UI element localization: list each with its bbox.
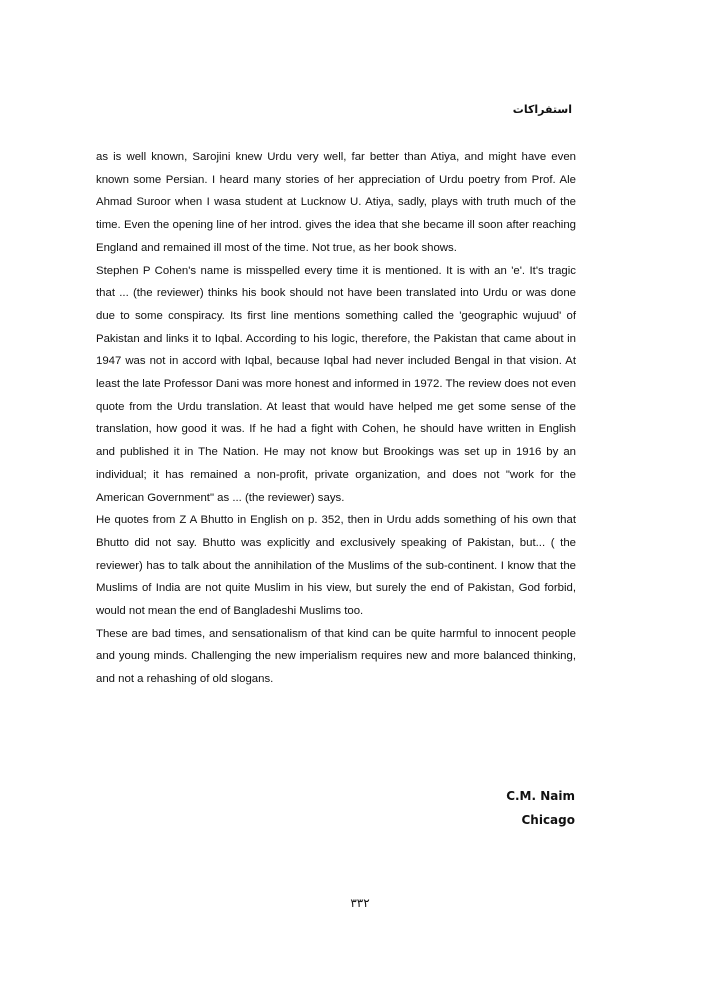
paragraph-1: as is well known, Sarojini knew Urdu very well, far better than Atiya, and might have even known some Persian. I heard many stories of her appreciation of Urdu poetry from Prof. Ale Ahmad Suroor when I wasa student at Lucknow U. Atiya, sadly, plays with truth much of the time. Even the opening line of her introd. gives the idea that she became ill soon after reaching England and remained ill most of the time. Not true, as her book shows. — [96, 151, 576, 254]
section-header: استفراکات — [512, 103, 572, 116]
signature-block — [506, 784, 575, 832]
paragraph-4: These are bad times, and sensationalism of that kind can be quite harmful to innocent people and young minds. Challenging the new imperialism requires new and more balanced thinking, and not a rehashing of old slogans. — [96, 627, 576, 686]
signature-name: C.M. Naim — [506, 789, 575, 803]
paragraph-3: He quotes from Z A Bhutto in English on p. 352, then in Urdu adds something of his own that Bhutto did not say. Bhutto was explicitly and exclusively speaking of Pakistan, but... ( the reviewer) has to talk about the annihilation of the Muslims of the sub-continent. I know that the Muslims of India are not quite Muslim in his view, but surely the end of Pakistan, God forbid, would not mean the end of Bangladeshi Muslims too. — [96, 514, 576, 618]
signature-location: Chicago — [521, 813, 575, 827]
page-number: ۳۳۲ — [350, 896, 370, 910]
paragraph-2: Stephen P Cohen's name is misspelled every time it is mentioned. It is with an 'e'. It's tragic that ... (the reviewer) thinks his book should not have been translated into Urdu or was done due to some conspiracy. Its first line mentions something called the 'geographic wujuud' of Pakistan and links it to Iqbal. According to his logic, therefore, the Pakistan that came about in 1947 was not in accord with Iqbal, because Iqbal had never included Bengal in that vision. At least the late Professor Dani was more honest and informed in 1972. The review does not even quote from the Urdu translation. At least that would have helped me get some sense of the translation, how good it was. If he had a fight with Cohen, he should have written in English and published it in The Nation. He may not know but Brookings was set up in 1916 by an individual; it has remained a non-profit, private organization, and does not "work for the American Government" as ... (the reviewer) says. — [96, 264, 576, 504]
letter-body — [96, 146, 576, 691]
